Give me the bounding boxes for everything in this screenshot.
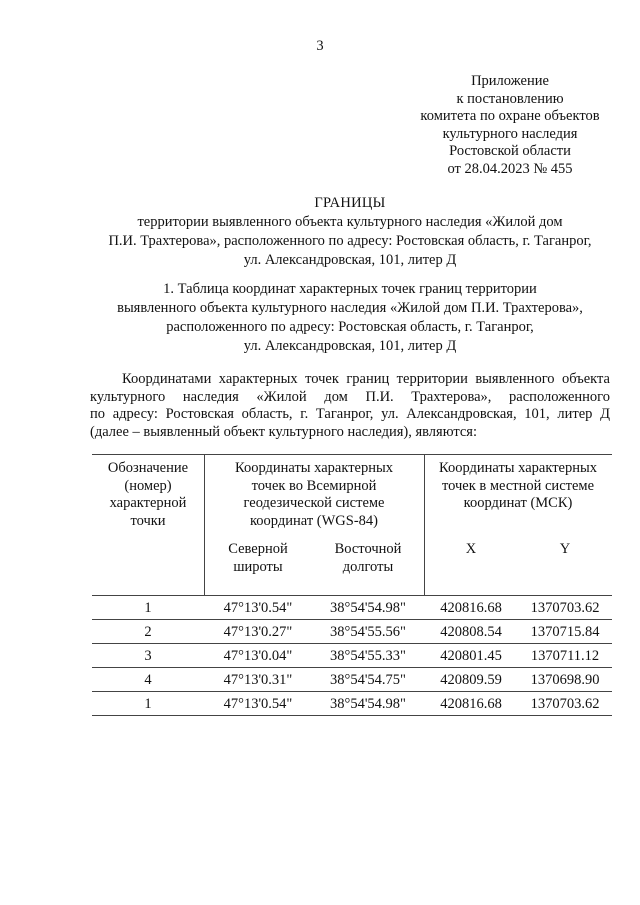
cell-x: 420816.68 xyxy=(440,600,502,616)
cell-point: 1 xyxy=(144,600,152,616)
cell-y: 1370715.84 xyxy=(530,624,600,640)
cell-longitude: 38°54'54.98" xyxy=(330,600,406,616)
cell-longitude: 38°54'55.56" xyxy=(330,624,406,640)
title-line: ул. Александровская, 101, литер Д xyxy=(243,252,457,268)
intro-line: по адресу: Ростовская область, г. Таганрог, ул. Александровская, 101, литер Д xyxy=(90,406,610,422)
table-row xyxy=(92,644,612,668)
coordinates-table xyxy=(92,454,612,716)
cell-point: 1 xyxy=(144,696,152,712)
intro-line: (далее – выявленный объект культурного наследия), являются: xyxy=(90,423,478,440)
cell-point: 4 xyxy=(144,672,152,688)
table-title-line: расположенного по адресу: Ростовская область, г. Таганрог, xyxy=(166,319,534,335)
table-title-line: 1. Таблица координат характерных точек границ территории xyxy=(163,281,537,297)
appendix-line: Приложение xyxy=(471,73,549,89)
cell-latitude: 47°13'0.31" xyxy=(223,672,293,688)
header-x: X xyxy=(465,541,477,557)
cell-latitude: 47°13'0.54" xyxy=(223,696,293,712)
intro-paragraph xyxy=(90,371,610,441)
table-title-line: ул. Александровская, 101, литер Д xyxy=(243,338,457,354)
table-row xyxy=(92,692,612,716)
cell-point: 3 xyxy=(144,648,152,664)
cell-x: 420801.45 xyxy=(440,648,502,664)
cell-y: 1370698.90 xyxy=(530,672,600,688)
appendix-line: комитета по охране объектов xyxy=(420,108,600,124)
cell-latitude: 47°13'0.04" xyxy=(223,648,293,664)
cell-longitude: 38°54'55.33" xyxy=(330,648,406,664)
cell-latitude: 47°13'0.54" xyxy=(223,600,293,616)
header-wgs84-group: Координаты характерных точек во Всемирной геодезической системе координат (WGS-84) xyxy=(235,460,393,529)
cell-x: 420808.54 xyxy=(440,624,502,640)
cell-longitude: 38°54'54.75" xyxy=(330,672,406,688)
table-header xyxy=(92,454,612,596)
cell-point: 2 xyxy=(144,624,152,640)
header-point-number: Обозначение (номер) характерной точки xyxy=(107,460,189,529)
intro-line: культурного наследия «Жилой дом П.И. Трахтерова», расположенного xyxy=(90,388,610,405)
table-row xyxy=(92,668,612,692)
table-row xyxy=(92,596,612,620)
appendix-line: от 28.04.2023 № 455 xyxy=(447,160,573,177)
appendix-line: Ростовской области xyxy=(449,143,571,159)
table-title-line: выявленного объекта культурного наследия «Жилой дом П.И. Трахтерова», xyxy=(117,300,583,316)
header-longitude: Восточной долготы xyxy=(334,541,402,575)
title-line: П.И. Трахтерова», расположенного по адресу: Ростовская область, г. Таганрог, xyxy=(108,233,592,249)
appendix-line: культурного наследия xyxy=(442,125,578,142)
page-number: 3 xyxy=(316,38,324,54)
header-latitude: Северной широты xyxy=(228,541,288,575)
cell-latitude: 47°13'0.27" xyxy=(223,624,293,640)
header-msk-group: Координаты характерных точек в местной системе координат (МСК) xyxy=(439,460,597,511)
cell-x: 420809.59 xyxy=(440,672,502,688)
cell-x: 420816.68 xyxy=(440,696,502,712)
cell-y: 1370703.62 xyxy=(530,696,600,712)
intro-line: Координатами характерных точек границ территории выявленного объекта xyxy=(122,371,610,387)
title-line: территории выявленного объекта культурного наследия «Жилой дом xyxy=(137,214,563,230)
table-title xyxy=(50,280,640,356)
cell-y: 1370703.62 xyxy=(530,600,600,616)
document-title xyxy=(50,194,640,270)
cell-longitude: 38°54'54.98" xyxy=(330,696,406,712)
appendix-line: к постановлению xyxy=(456,90,564,107)
cell-y: 1370711.12 xyxy=(530,648,600,664)
appendix-block xyxy=(400,73,620,178)
header-y: Y xyxy=(559,541,571,557)
table-row xyxy=(92,620,612,644)
title-heading: ГРАНИЦЫ xyxy=(314,195,386,211)
